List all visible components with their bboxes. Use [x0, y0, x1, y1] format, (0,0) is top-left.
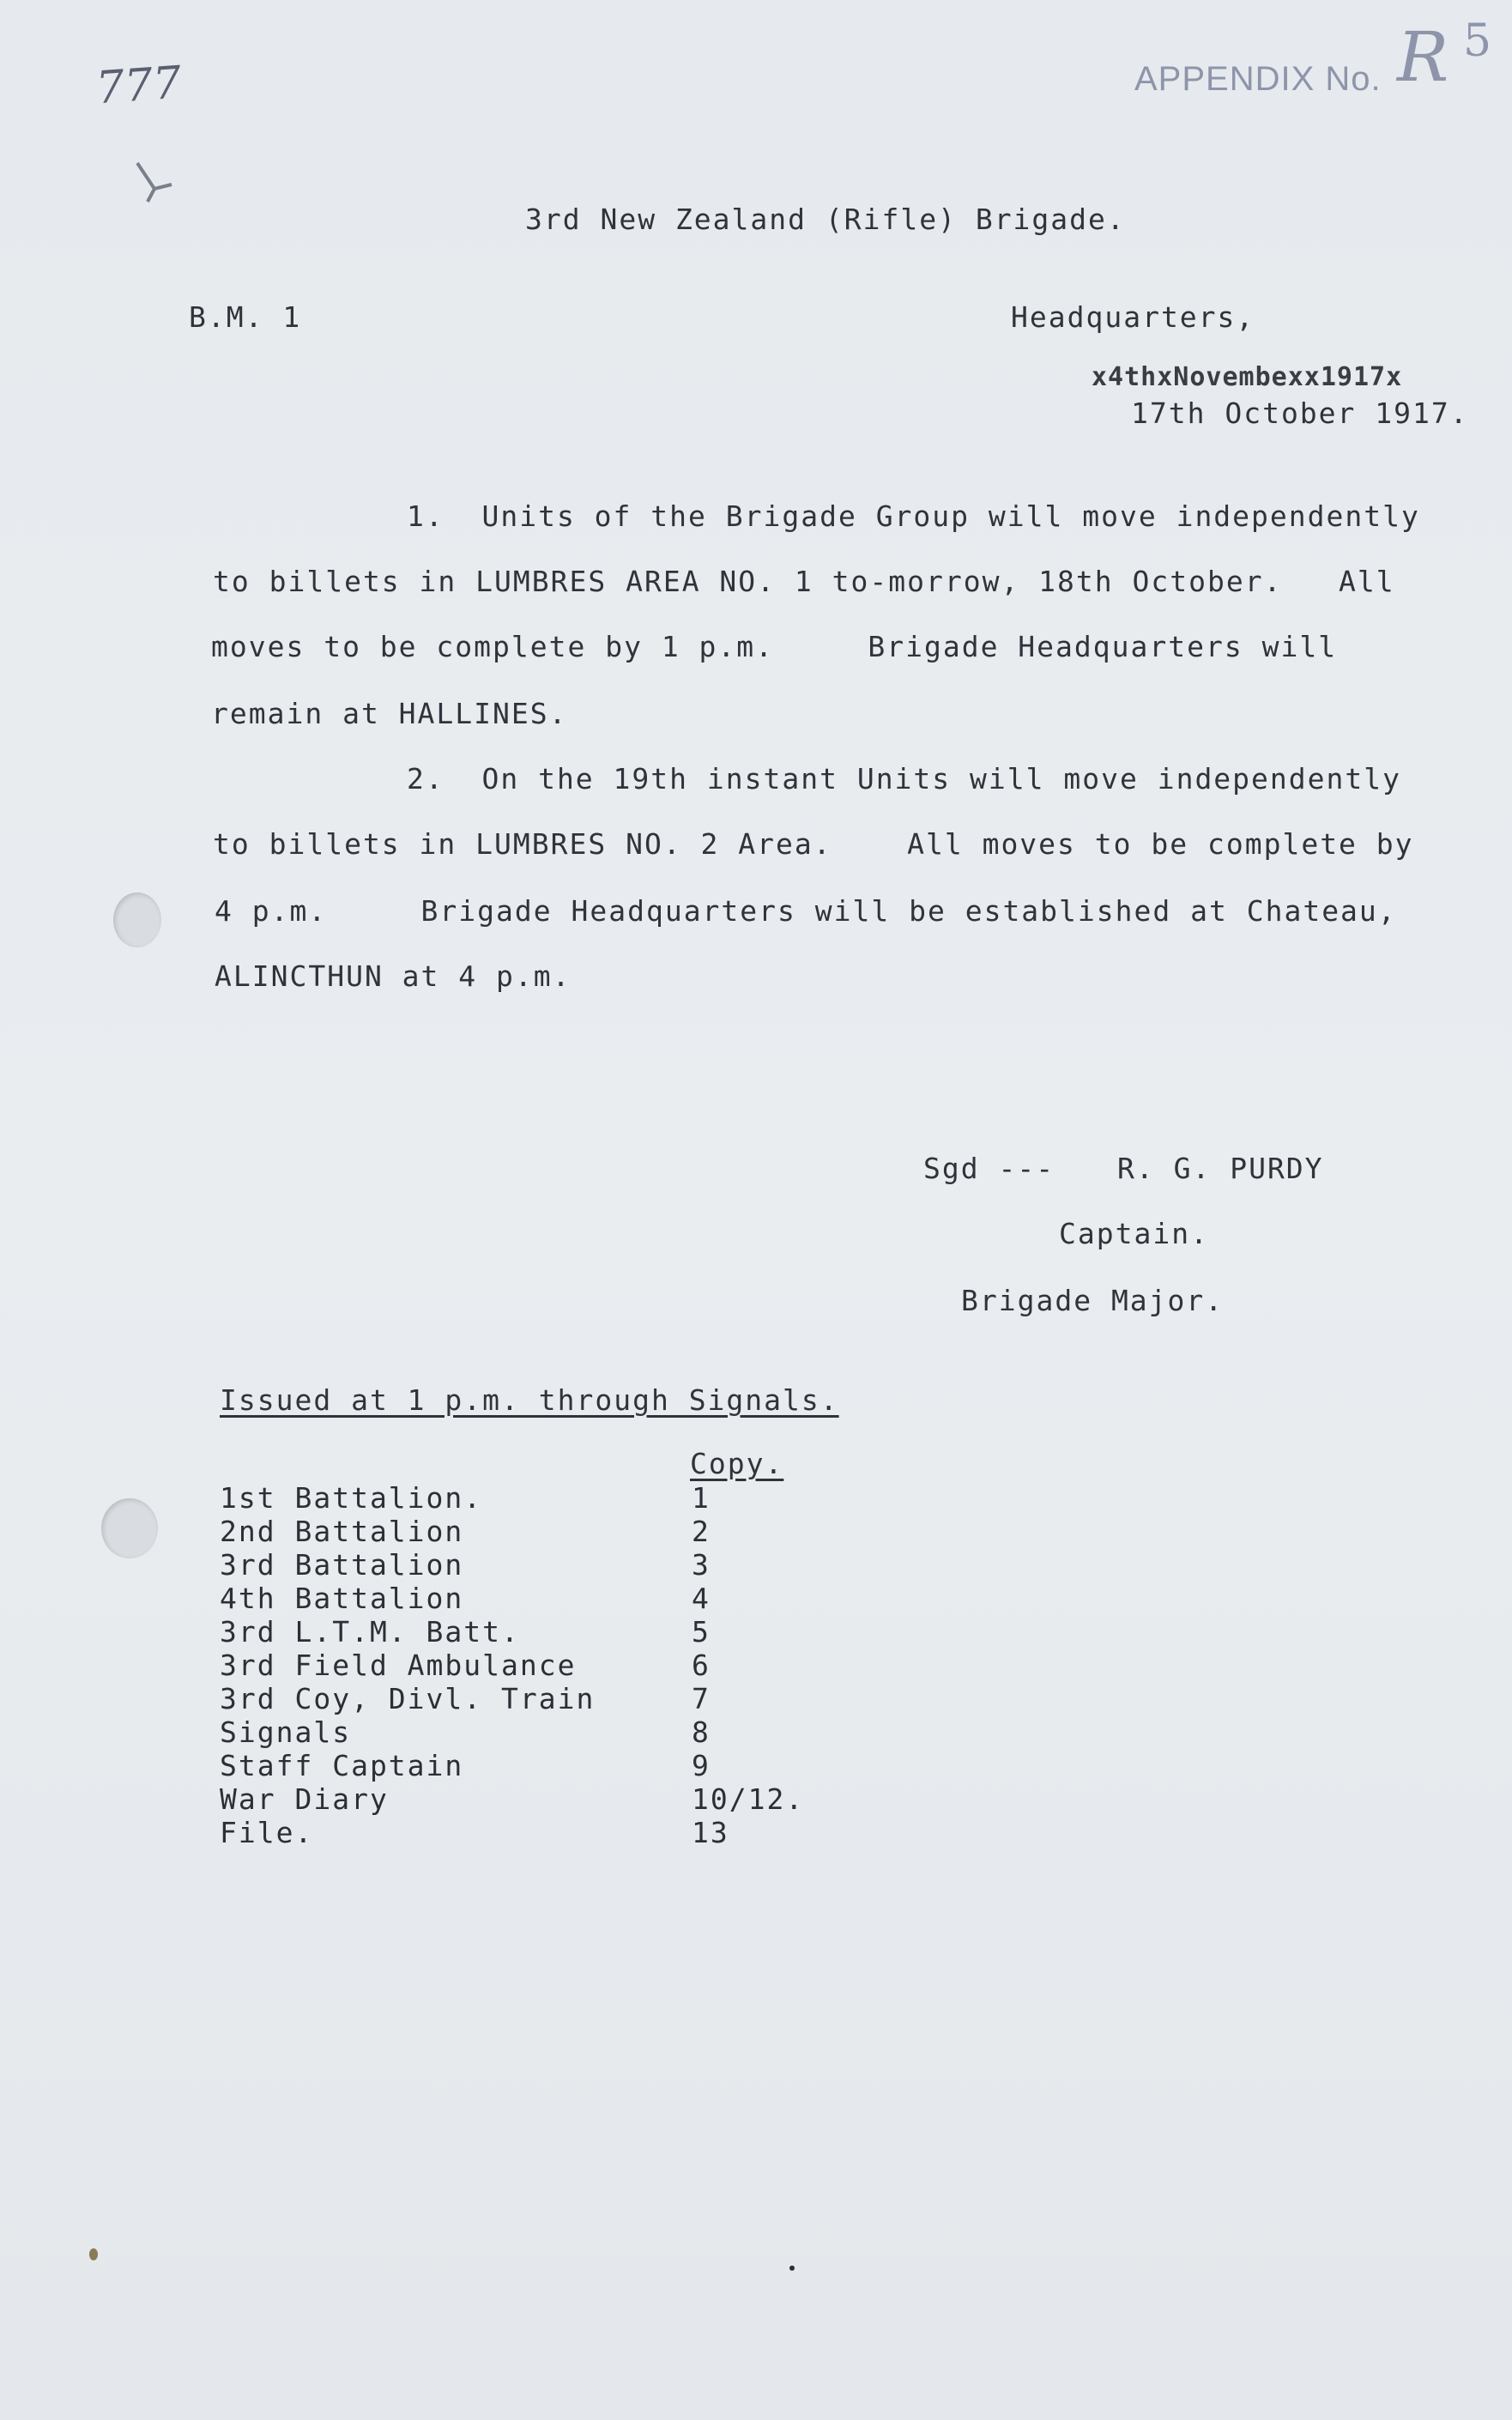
pencil-mark-icon — [129, 154, 180, 206]
para2-line3: 4 p.m. Brigade Headquarters will be established at Chateau, — [215, 894, 1397, 928]
appendix-stamp: APPENDIX No. — [1134, 60, 1382, 98]
ink-dot — [789, 2266, 795, 2271]
distribution-row — [220, 1515, 820, 1547]
distribution-copy: 7 — [692, 1682, 711, 1715]
distribution-unit: 1st Battalion. — [220, 1481, 483, 1515]
stain-mark — [89, 2248, 98, 2260]
para2-line4: ALINCTHUN at 4 p.m. — [215, 959, 572, 993]
distribution-row — [220, 1749, 820, 1782]
distribution-copy: 8 — [692, 1715, 711, 1749]
distribution-row — [220, 1682, 820, 1715]
para2-line1: 2. On the 19th instant Units will move independently — [407, 762, 1401, 796]
distribution-unit: 4th Battalion — [220, 1582, 464, 1615]
punch-hole — [101, 1498, 158, 1558]
para1-line3: moves to be complete by 1 p.m. Brigade Headquarters will — [211, 630, 1338, 663]
distribution-row — [220, 1548, 820, 1581]
distribution-row — [220, 1615, 820, 1648]
distribution-unit: File. — [220, 1816, 314, 1849]
distribution-unit: War Diary — [220, 1782, 389, 1816]
distribution-unit: 3rd Battalion — [220, 1548, 464, 1582]
distribution-unit: 3rd L.T.M. Batt. — [220, 1615, 520, 1649]
distribution-row — [220, 1582, 820, 1614]
distribution-unit: 3rd Coy, Divl. Train — [220, 1682, 596, 1715]
distribution-copy: 6 — [692, 1649, 711, 1682]
distribution-row — [220, 1649, 820, 1681]
signatory-name: R. G. PURDY — [1117, 1152, 1324, 1185]
appendix-extra: 5 — [1463, 15, 1492, 67]
signed-marker: Sgd --- — [923, 1152, 1055, 1185]
para1-line2: to billets in LUMBRES AREA NO. 1 to-morrow, 18th October. All — [213, 565, 1395, 598]
date: 17th October 1917. — [1131, 396, 1469, 430]
distribution-row — [220, 1481, 820, 1514]
folio-number: 777 — [94, 57, 184, 115]
copy-header: Copy. — [690, 1447, 784, 1480]
location: Headquarters, — [1011, 300, 1255, 334]
distribution-copy: 10/12. — [692, 1782, 805, 1816]
distribution-copy: 4 — [692, 1582, 711, 1615]
distribution-row — [220, 1715, 820, 1748]
distribution-copy: 9 — [692, 1749, 711, 1782]
distribution-row — [220, 1782, 820, 1815]
signatory-title: Brigade Major. — [961, 1284, 1225, 1317]
para1-line4: remain at HALLINES. — [211, 697, 568, 730]
distribution-unit: Staff Captain — [220, 1749, 464, 1782]
distribution-copy: 13 — [692, 1816, 729, 1849]
punch-hole — [113, 892, 161, 947]
signatory-rank: Captain. — [1059, 1217, 1209, 1250]
issued-note: Issued at 1 p.m. through Signals. — [220, 1383, 839, 1417]
distribution-copy: 1 — [692, 1481, 711, 1515]
para2-line2: to billets in LUMBRES NO. 2 Area. All moves to be complete by — [213, 827, 1414, 861]
distribution-copy: 3 — [692, 1548, 711, 1582]
distribution-unit: 2nd Battalion — [220, 1515, 464, 1548]
distribution-copy: 5 — [692, 1615, 711, 1649]
distribution-row — [220, 1816, 820, 1848]
distribution-unit: Signals — [220, 1715, 352, 1749]
reference-number: B.M. 1 — [189, 300, 302, 334]
appendix-number: R — [1397, 17, 1449, 97]
distribution-unit: 3rd Field Ambulance — [220, 1649, 577, 1682]
para1-line1: 1. Units of the Brigade Group will move independently — [407, 499, 1420, 533]
struck-out-date: x4thxNovembexx1917x — [1092, 362, 1403, 392]
brigade-heading: 3rd New Zealand (Rifle) Brigade. — [525, 203, 1126, 236]
distribution-copy: 2 — [692, 1515, 711, 1548]
